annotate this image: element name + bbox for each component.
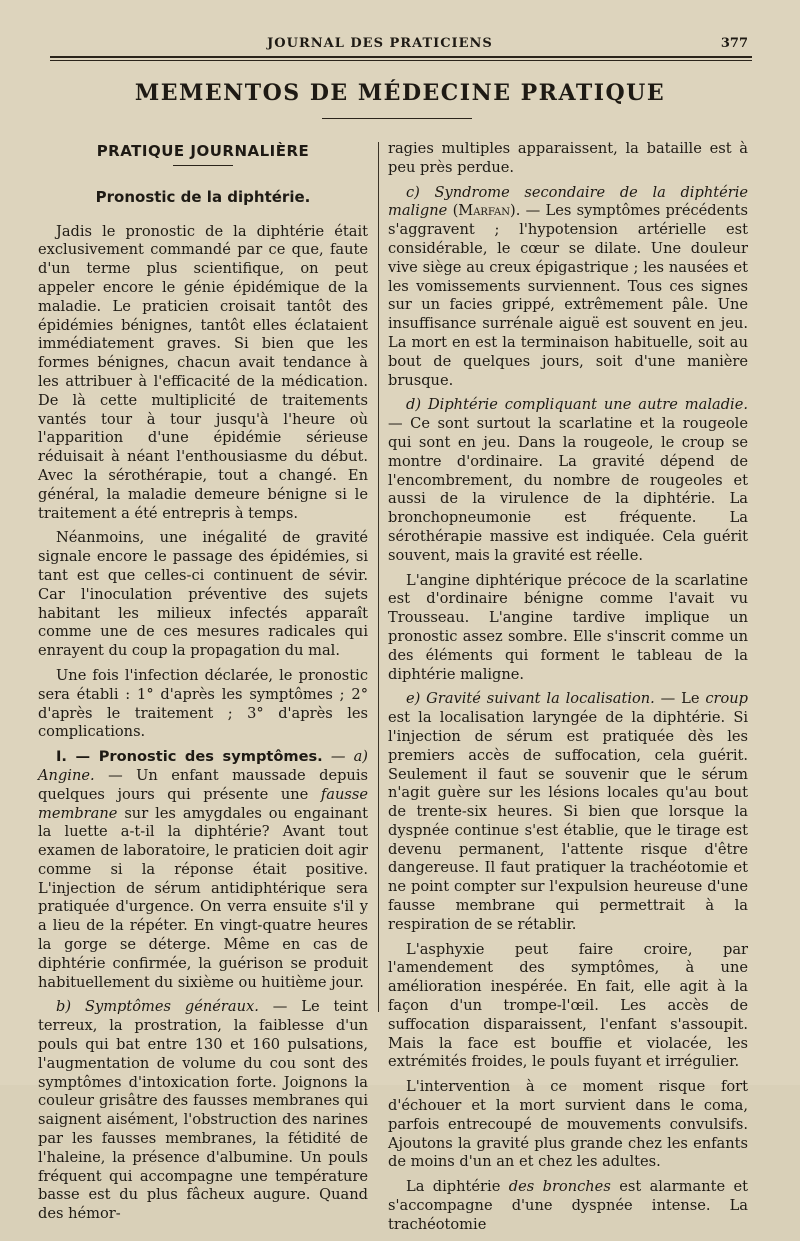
section-heading: PRATIQUE JOURNALIÈRE <box>96 142 310 160</box>
running-title: JOURNAL DES PRATICIENS <box>267 36 493 51</box>
paragraph-epidemics: Néanmoins, une inégalité de gravité signale encore le passage des épidémies, si tant est que celles-ci continuent de sévir. Car l'inoculation préventive des sujets habitant les milieux infectés apparaît comme une de ces mesures radicales qui enrayent du coup la propagation du mal. <box>38 529 368 660</box>
paragraph-symptoms-angine: I. — Pronostic des symptômes. — a) Angine. — Un enfant maussade depuis quelques jours qui présente une fausse membrane sur les amygdales ou engainant la luette a-t-il la diphtérie? Avant tout examen de laboratoire, le praticien doit agir comme si la réponse était positive. L'injection de sérum antidiphtérique sera pratiquée d'urgence. On verra ensuite s'il y a lieu de la répéter. En vingt-quatre heures la gorge se déterge. Même en cas de diphtérie confirmée, la guérison se produit habituellement du sixième ou huitième jour. <box>38 748 368 991</box>
running-head <box>0 34 800 58</box>
paragraph-bronches: La diphtérie des bronches est alarmante et s'accompagne d'une dyspnée intense. La trachéotomie <box>388 1178 748 1233</box>
column-divider <box>378 142 379 1012</box>
main-title: MEMENTOS DE MÉDECINE PRATIQUE <box>134 80 666 106</box>
page-number: 377 <box>720 36 748 51</box>
article-title: Pronostic de la diphtérie. <box>95 187 311 206</box>
subsection-malignant: c) Syndrome secondaire de la diphtérie maligne <box>388 183 748 220</box>
subsection-angine: — a) Angine. <box>38 748 368 784</box>
header-rule-thin <box>50 60 752 61</box>
paragraph-continuation: ragies multiples apparaissent, la bataille est à peu près perdue. <box>388 140 748 176</box>
subsection-complicating: d) Diphtérie compliquant une autre maladie. <box>406 396 748 414</box>
right-column <box>388 140 748 1241</box>
paragraph-complicating-disease: d) Diphtérie compliquant une autre maladie. — Ce sont surtout la scarlatine et la rougeole qui sont en jeu. Dans la rougeole, le croup se montre d'ordinaire. La gravité dépend de l'encombrement, du nombre de rougeoles et aussi de la virulence de la diphtérie. La bronchopneumonie est fréquente. La sérothérapie massive est indiquée. Cela guérit souvent, mais la gravité est réelle. <box>388 396 748 564</box>
subsection-heading-symptoms: I. — Pronostic des symptômes. <box>56 748 323 766</box>
paragraph-localisation: e) Gravité suivant la localisation. — Le croup est la localisation laryngée de la diphtérie. Si l'injection de sérum est pratiquée dès les premiers accès de suffocation, cela guérit. Seulement il faut se souvenir que le sérum n'agit guère sur les lésions locales qu'au bout de trente-six heures. Si bien que lorsque la dyspnée continue s'est établie, que le tirage est devenu permanent, l'attente risque d'être dangereuse. Il faut pratiquer la trachéotomie et ne point compter sur l'expulsion heureuse d'une fausse membrane qui permettrait à la respiration de se rétablir. <box>388 690 748 933</box>
paragraph-intro: Jadis le pronostic de la diphtérie était exclusivement commandé par ce que, faute d'un terme plus scientifique, on peut appeler encore le génie épidémique de la maladie. Le praticien croisait tantôt des épidémies bénignes, tantôt elles éclataient immédiatement graves. Si bien que les formes bénignes, chacun avait tendance à les attribuer à l'efficacité de la médication. De là cette multiplicité de traitements vantés tour à tour jusqu'à l'heure où l'apparition d'une épidémie sérieuse réduisait à néant l'enthousiasme du début. Avec la sérothérapie, tout a changé. En général, la maladie demeure bénigne si le traitement a été entrepris à temps. <box>38 222 368 522</box>
header-rule <box>50 56 752 58</box>
paragraph-general-symptoms: b) Symptômes généraux. — Le teint terreux, la prostration, la faiblesse d'un pouls qui bat entre 130 et 160 pulsations, l'augmentation de volume du cou sont des symptômes d'intoxication forte. Joignons la couleur grisâtre des fausses membranes qui saignent aisément, l'obstruction des narines par les fausses membranes, la fétidité de l'haleine, la présence d'albumine. Un pouls fréquent qui accompagne une température basse est du plus fâcheux augure. Quand des hémor- <box>38 998 368 1223</box>
section-heading-rule <box>173 165 233 166</box>
paragraph-asphyxie: L'asphyxie peut faire croire, par l'amendement des symptômes, à une amélioration inespérée. En fait, elle agit à la façon d'un trompe-l'œil. Les accès de suffocation disparaissent, l'enfant s'assoupit. Mais la face est bouffie et violacée, les extrémités froides, le pouls fuyant et irrégulier. <box>388 940 748 1071</box>
title-rule <box>322 118 472 119</box>
subsection-localisation: e) Gravité suivant la localisation. <box>406 690 655 708</box>
paragraph-intervention: L'intervention à ce moment risque fort d'échouer et la mort survient dans le coma, parfois entrecoupé de mouvements convulsifs. Ajoutons la gravité plus grande chez les enfants de moins d'un an et chez les adultes. <box>388 1078 748 1171</box>
left-column <box>38 140 368 1230</box>
subsection-general-symptoms: b) Symptômes généraux. <box>56 998 259 1016</box>
paragraph-scarlatine: L'angine diphtérique précoce de la scarlatine est d'ordinaire bénigne comme l'avait vu Trousseau. L'angine tardive implique un pronostic assez sombre. Elle s'inscrit comme un des éléments qui forment le tableau de la diphtérie maligne. <box>388 571 748 683</box>
paragraph-malignant-syndrome: c) Syndrome secondaire de la diphtérie maligne (Marfan). — Les symptômes précédents s'aggravent ; l'hypotension artérielle est considérable, le cœur se dilate. Une douleur vive siège au creux épigastrique ; les nausées et les vomissements surviennent. Tous ces signes sur un facies grippé, extrêmement pâle. Une insuffisance surrénale aiguë est souvent en jeu. La mort en est la terminaison habituelle, soit au bout de quelques jours, soit d'une manière brusque. <box>388 183 748 389</box>
paragraph-prognosis-criteria: Une fois l'infection déclarée, le pronostic sera établi : 1° d'après les symptômes ; 2° d'après le traitement ; 3° d'après les complications. <box>38 666 368 741</box>
